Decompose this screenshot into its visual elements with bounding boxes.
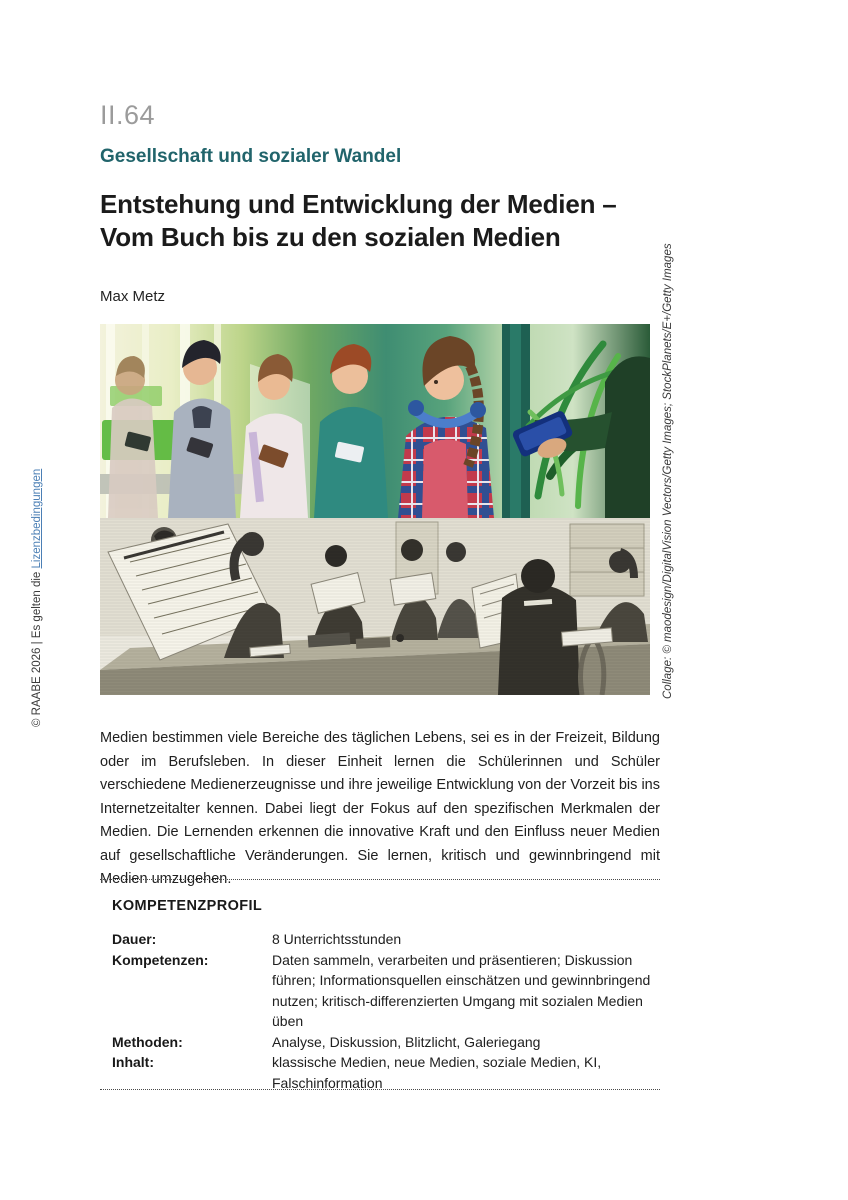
profile-label-dauer: Dauer: — [112, 931, 157, 947]
author-name: Max Metz — [100, 288, 166, 305]
collage-image — [100, 324, 650, 695]
copyright-note — [31, 469, 43, 727]
unit-code: II.64 — [100, 100, 156, 130]
page-title: Entstehung und Entwicklung der Medien – Vom Buch bis zu den sozialen Medien — [100, 189, 617, 252]
dotted-divider-top — [100, 879, 660, 880]
profile-heading: KOMPETENZPROFIL — [112, 898, 263, 914]
profile-label-methoden: Methoden: — [112, 1033, 183, 1050]
profile-value-dauer: 8 Unterrichtsstunden — [272, 931, 402, 947]
dotted-divider-bottom — [100, 1089, 660, 1090]
competence-profile — [112, 898, 660, 1093]
profile-value-kompetenzen: Daten sammeln, verarbeiten und präsentieren; Diskussion führen; Informationsquellen einschätzen und gewinnbringend nutzen; kritisch-differenzierten Umgang mit sozialen Medien üben — [272, 951, 651, 1029]
profile-table — [112, 929, 660, 1093]
profile-value-methoden: Analyse, Diskussion, Blitzlicht, Galeriegang — [272, 1033, 541, 1050]
license-link[interactable]: Lizenzbedingungen — [31, 468, 43, 569]
profile-label-inhalt: Inhalt: — [112, 1054, 154, 1070]
profile-label-kompetenzen: Kompetenzen: — [112, 951, 209, 968]
copyright-text: © RAABE 2026 | Es gelten die — [31, 568, 43, 727]
engraving-newspaper-readers — [100, 518, 650, 695]
profile-value-inhalt: klassische Medien, neue Medien, soziale Medien, KI, Falschinformation — [272, 1054, 602, 1091]
photo-teens-smartphones — [100, 324, 650, 518]
image-credit: Collage: © maodesign/DigitalVision Vectors/Getty Images; StockPlanets/E+/Getty Images — [662, 243, 674, 699]
series-heading: Gesellschaft und sozialer Wandel — [100, 146, 402, 167]
intro-paragraph: Medien bestimmen viele Bereiche des täglichen Lebens, sei es in der Freizeit, Bildung oder im Berufsleben. In dieser Einheit lernen die Schülerinnen und Schüler verschiedene Medienerzeugnisse und ihre jeweilige Entwicklung von der Vorzeit bis ins Internetzeitalter kennen. Dabei liegt der Fokus auf den spezifischen Merkmalen der Medien. Die Lernenden erkennen die innovative Kraft und den Einfluss neuer Medien auf gesellschaftliche Veränderungen. Sie lernen, kritisch und gewinnbringend mit Medien umzugehen. — [100, 730, 660, 887]
